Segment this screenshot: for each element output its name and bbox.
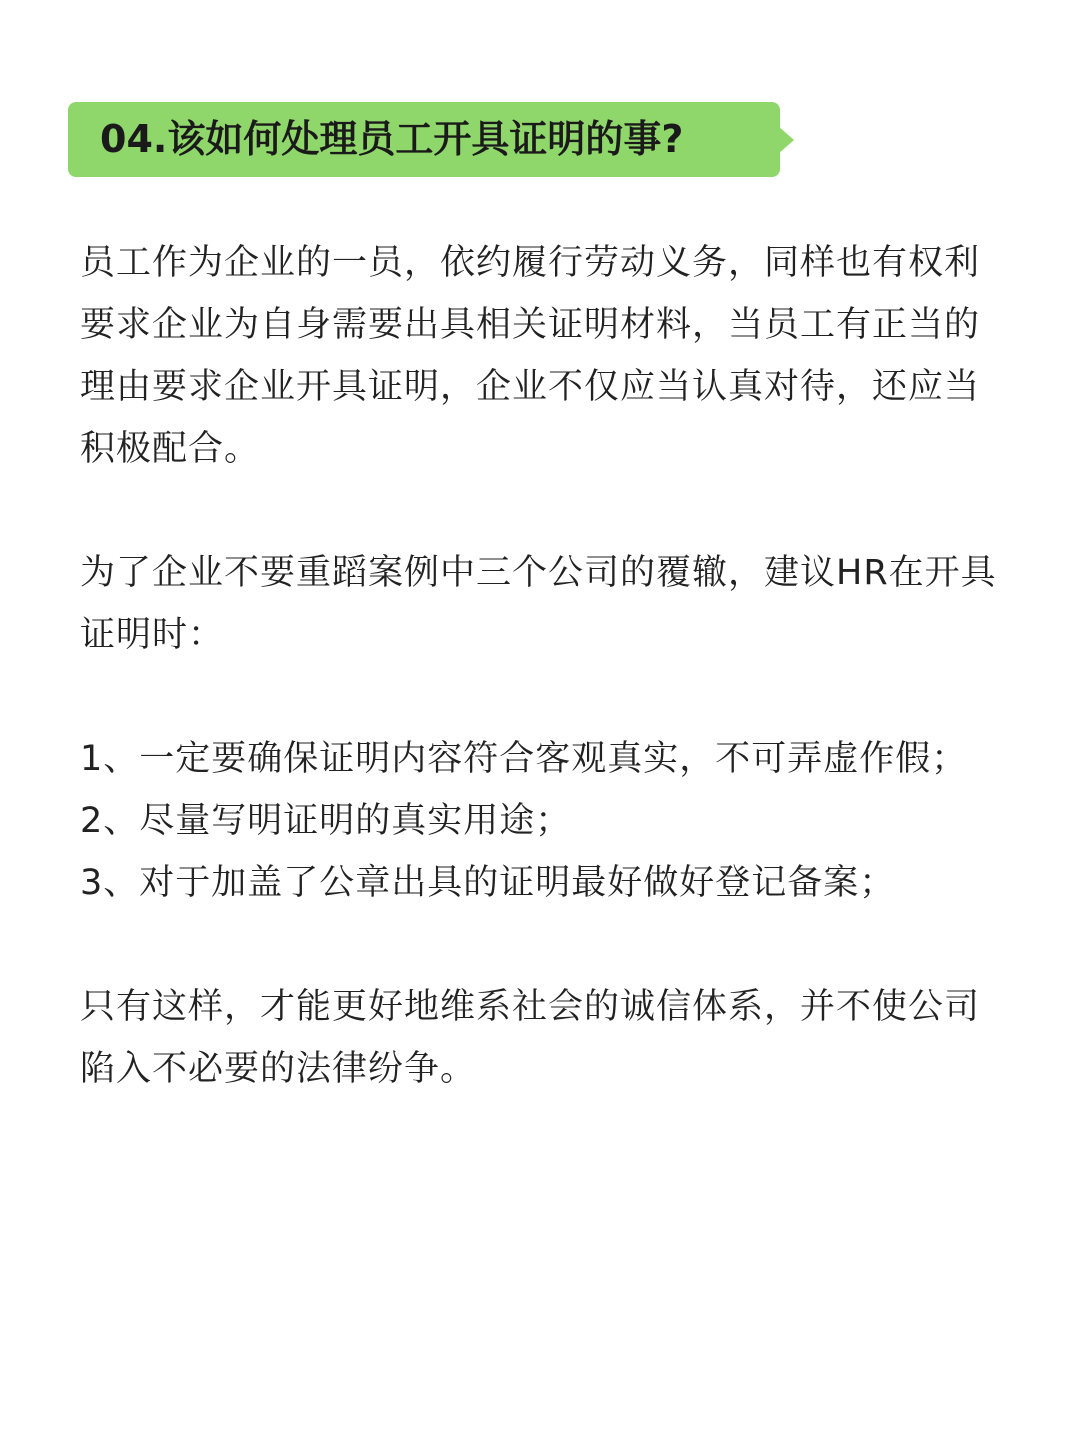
- article-body: [80, 232, 1010, 1100]
- section-heading-banner: [68, 102, 780, 177]
- intro-paragraph: 员工作为企业的一员，依约履行劳动义务，同样也有权利要求企业为自身需要出具相关证明材料，当员工有正当的理由要求企业开具证明，企业不仅应当认真对待，还应当积极配合。: [80, 243, 981, 469]
- advice-list: [80, 728, 1010, 914]
- list-item: 3、对于加盖了公章出具的证明最好做好登记备案；: [80, 863, 896, 903]
- section-heading: 04.该如何处理员工开具证明的事?: [100, 117, 684, 161]
- list-item: 1、一定要确保证明内容符合客观真实，不可弄虚作假；: [80, 739, 968, 779]
- closing-paragraph: 只有这样，才能更好地维系社会的诚信体系，并不使公司陷入不必要的法律纷争。: [80, 987, 981, 1089]
- advice-lead-paragraph: 为了企业不要重蹈案例中三个公司的覆辙，建议HR在开具证明时：: [80, 553, 997, 655]
- list-item: 2、尽量写明证明的真实用途；: [80, 801, 572, 841]
